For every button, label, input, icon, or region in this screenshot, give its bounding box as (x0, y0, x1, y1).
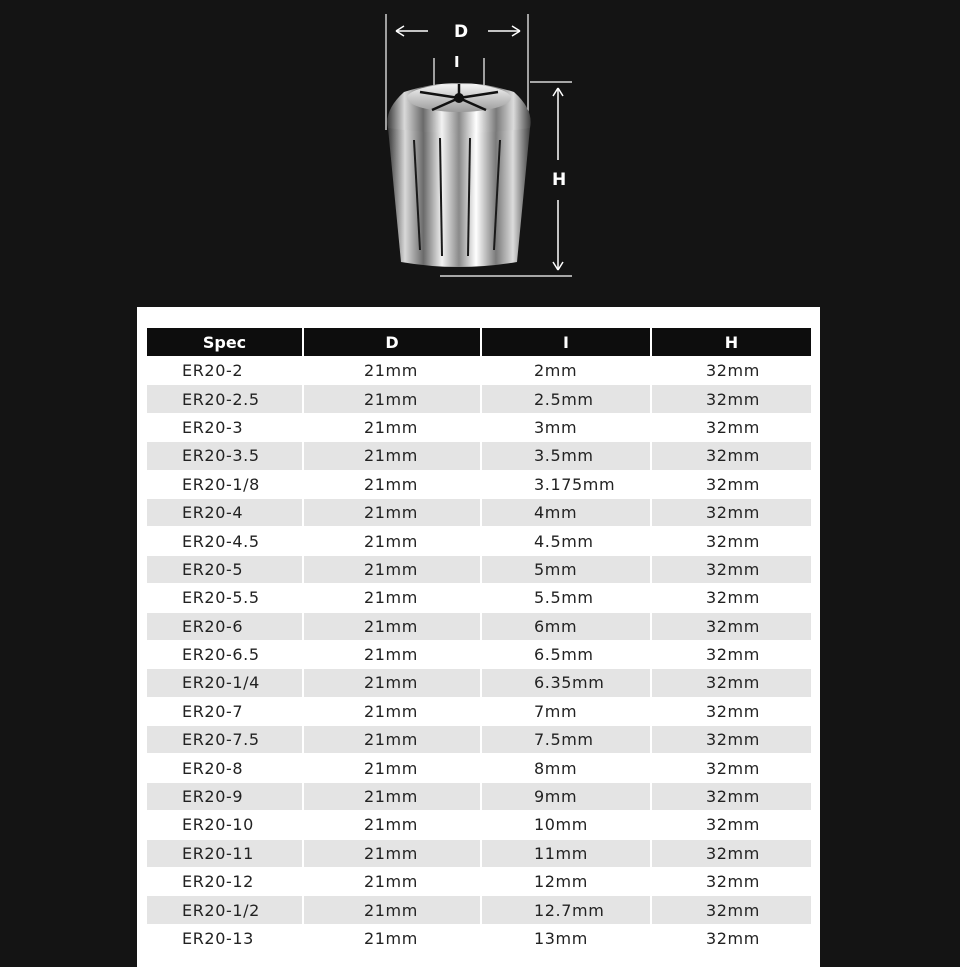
cell-h: 32mm (652, 413, 811, 441)
table-row (147, 640, 811, 668)
cell-h: 32mm (652, 384, 811, 412)
cell-spec: ER20-4 (147, 498, 304, 526)
cell-spec: ER20-12 (147, 867, 304, 895)
cell-i: 12.7mm (482, 895, 652, 923)
dimension-d-label: D (454, 22, 469, 42)
spec-table (147, 328, 811, 952)
table-row (147, 782, 811, 810)
cell-h: 32mm (652, 612, 811, 640)
cell-spec: ER20-7 (147, 697, 304, 725)
table-row (147, 470, 811, 498)
cell-d: 21mm (304, 356, 482, 384)
table-row (147, 356, 811, 384)
cell-i: 6mm (482, 612, 652, 640)
cell-d: 21mm (304, 384, 482, 412)
table-body (147, 356, 811, 952)
table-row (147, 810, 811, 838)
cell-d: 21mm (304, 555, 482, 583)
cell-h: 32mm (652, 470, 811, 498)
table-row (147, 697, 811, 725)
cell-d: 21mm (304, 441, 482, 469)
cell-d: 21mm (304, 810, 482, 838)
cell-i: 7mm (482, 697, 652, 725)
cell-h: 32mm (652, 725, 811, 753)
cell-i: 3mm (482, 413, 652, 441)
cell-i: 13mm (482, 924, 652, 952)
collet-dimension-diagram (380, 10, 580, 286)
cell-d: 21mm (304, 498, 482, 526)
cell-d: 21mm (304, 839, 482, 867)
cell-spec: ER20-11 (147, 839, 304, 867)
cell-i: 3.5mm (482, 441, 652, 469)
table-row (147, 555, 811, 583)
table-header-row (147, 328, 811, 356)
cell-spec: ER20-5.5 (147, 583, 304, 611)
cell-h: 32mm (652, 498, 811, 526)
cell-d: 21mm (304, 526, 482, 554)
cell-i: 3.175mm (482, 470, 652, 498)
cell-spec: ER20-3 (147, 413, 304, 441)
cell-d: 21mm (304, 895, 482, 923)
dimension-h-label: H (552, 170, 567, 190)
cell-h: 32mm (652, 895, 811, 923)
cell-d: 21mm (304, 612, 482, 640)
table-row (147, 526, 811, 554)
cell-i: 8mm (482, 753, 652, 781)
cell-i: 6.35mm (482, 668, 652, 696)
cell-h: 32mm (652, 810, 811, 838)
table-row (147, 612, 811, 640)
cell-spec: ER20-6.5 (147, 640, 304, 668)
table-row (147, 924, 811, 952)
cell-d: 21mm (304, 867, 482, 895)
header-d: D (304, 328, 482, 356)
cell-d: 21mm (304, 924, 482, 952)
cell-h: 32mm (652, 697, 811, 725)
cell-spec: ER20-13 (147, 924, 304, 952)
cell-h: 32mm (652, 441, 811, 469)
cell-spec: ER20-6 (147, 612, 304, 640)
cell-h: 32mm (652, 526, 811, 554)
cell-spec: ER20-5 (147, 555, 304, 583)
cell-i: 2.5mm (482, 384, 652, 412)
cell-h: 32mm (652, 924, 811, 952)
cell-spec: ER20-9 (147, 782, 304, 810)
spec-table-panel (137, 307, 820, 967)
cell-i: 6.5mm (482, 640, 652, 668)
cell-i: 12mm (482, 867, 652, 895)
cell-d: 21mm (304, 413, 482, 441)
cell-spec: ER20-4.5 (147, 526, 304, 554)
cell-h: 32mm (652, 782, 811, 810)
header-i: I (482, 328, 652, 356)
table-row (147, 413, 811, 441)
cell-i: 2mm (482, 356, 652, 384)
cell-i: 4mm (482, 498, 652, 526)
cell-spec: ER20-1/8 (147, 470, 304, 498)
cell-i: 5.5mm (482, 583, 652, 611)
cell-i: 10mm (482, 810, 652, 838)
table-row (147, 498, 811, 526)
cell-spec: ER20-7.5 (147, 725, 304, 753)
dimension-i-label: I (454, 53, 460, 71)
cell-spec: ER20-10 (147, 810, 304, 838)
cell-h: 32mm (652, 356, 811, 384)
cell-d: 21mm (304, 668, 482, 696)
cell-d: 21mm (304, 753, 482, 781)
table-row (147, 867, 811, 895)
table-row (147, 441, 811, 469)
cell-h: 32mm (652, 640, 811, 668)
cell-d: 21mm (304, 782, 482, 810)
cell-h: 32mm (652, 668, 811, 696)
collet-illustration (380, 10, 580, 286)
cell-i: 7.5mm (482, 725, 652, 753)
cell-spec: ER20-2.5 (147, 384, 304, 412)
cell-i: 9mm (482, 782, 652, 810)
cell-d: 21mm (304, 697, 482, 725)
cell-h: 32mm (652, 583, 811, 611)
table-row (147, 895, 811, 923)
table-row (147, 583, 811, 611)
cell-spec: ER20-1/4 (147, 668, 304, 696)
table-row (147, 753, 811, 781)
table-row (147, 839, 811, 867)
cell-h: 32mm (652, 753, 811, 781)
cell-i: 5mm (482, 555, 652, 583)
cell-spec: ER20-8 (147, 753, 304, 781)
cell-i: 4.5mm (482, 526, 652, 554)
cell-spec: ER20-3.5 (147, 441, 304, 469)
table-row (147, 668, 811, 696)
cell-d: 21mm (304, 725, 482, 753)
table-row (147, 725, 811, 753)
cell-h: 32mm (652, 555, 811, 583)
cell-d: 21mm (304, 583, 482, 611)
header-h: H (652, 328, 811, 356)
cell-h: 32mm (652, 867, 811, 895)
cell-spec: ER20-2 (147, 356, 304, 384)
table-row (147, 384, 811, 412)
cell-d: 21mm (304, 640, 482, 668)
cell-spec: ER20-1/2 (147, 895, 304, 923)
header-spec: Spec (147, 328, 304, 356)
cell-i: 11mm (482, 839, 652, 867)
cell-h: 32mm (652, 839, 811, 867)
cell-d: 21mm (304, 470, 482, 498)
